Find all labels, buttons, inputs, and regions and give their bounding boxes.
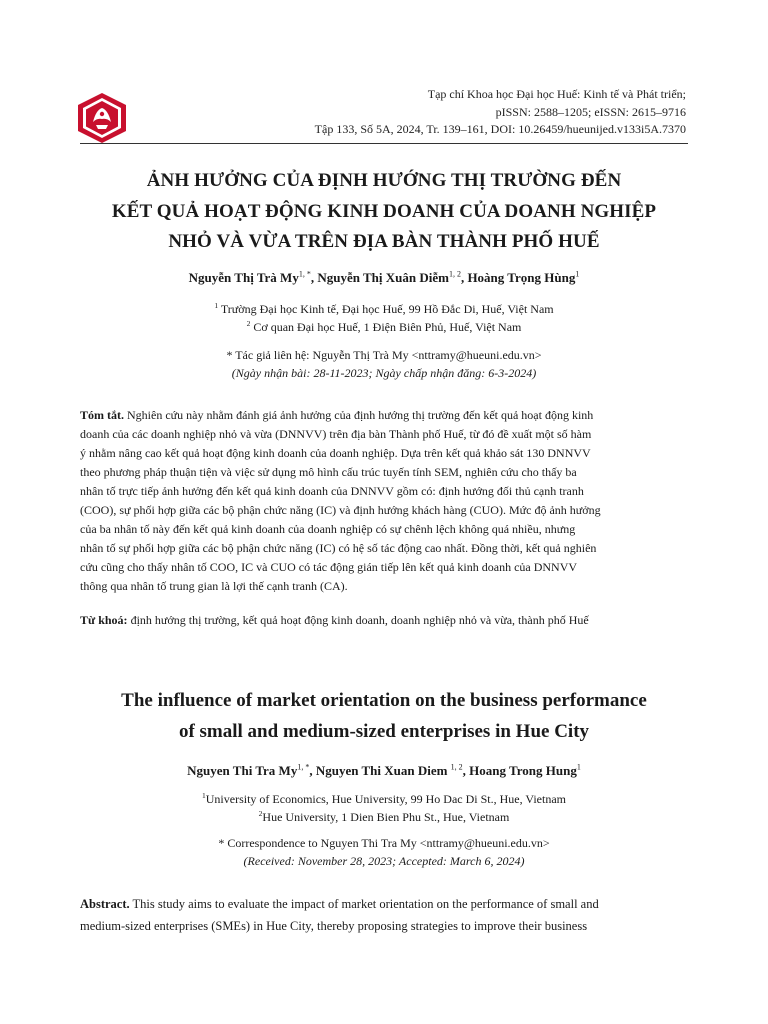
authors-english: Nguyen Thi Tra $My^{1, *}$, Nguyen Thi Xuan Diem $^{1, 2}$, Hoang Trong Hung$^1$ [187, 762, 581, 778]
affil-number: 1 [214, 301, 219, 310]
affiliation-text: Hue University, 1 Dien Bien Phu St., Hue, Vietnam [262, 810, 510, 824]
affil-number: 2 [258, 809, 263, 818]
affiliation [40, 808, 728, 826]
author-affil-mark: 1, * [297, 762, 310, 772]
affiliation [40, 318, 728, 336]
author-affil-mark: 1, 2 [448, 269, 461, 279]
title-line: The influence of market orientation on the business performance [121, 690, 647, 711]
title-line: of small and medium-sized enterprises in Hue City [178, 720, 590, 742]
affiliation-text: Trường Đại học Kinh tế, Đại học Huế, 99 Hồ Đắc Di, Huế, Việt Nam [220, 302, 554, 316]
author-name: Nguyen Thi Xuan Diem [315, 763, 448, 778]
affiliation [40, 300, 728, 318]
journal-issn: pISSN: 2588–1205; eISSN: 2615–9716 [495, 104, 686, 119]
keywords-text: định hướng thị trường, kết quả hoạt động kinh doanh, doanh nghiệp nhỏ và vừa, thành phố Huế [130, 613, 589, 627]
journal-meta [315, 86, 686, 139]
article-dates: (Ngày nhận bài: 28-11-2023; Ngày chấp nhận đăng: 6-3-2024) [231, 366, 537, 380]
abstract-line: ý nhằm nâng cao kết quả hoạt động kinh doanh của doanh nghiệp. Dựa trên kết quả khảo sát 130 DNNVV [80, 446, 591, 460]
abstract-english [80, 894, 686, 937]
corresponding-author: * Correspondence to Nguyen Thi Tra My <nttramy@hueuni.edu.vn> [218, 836, 550, 850]
author-affil-mark: 1, * [298, 269, 311, 279]
abstract-line: Nghiên cứu này nhằm đánh giá ảnh hưởng của định hướng thị trường đến kết quả hoạt động kinh [127, 408, 594, 422]
author-name: Hoàng Trọng Hùng [467, 270, 576, 285]
university-seal-icon [76, 92, 128, 144]
abstract-line: của ba nhân tố này đến kết quả kinh doanh của doanh nghiệp có sự chênh lệch không quá nhiều, nhưng [80, 522, 576, 536]
affiliation-text: University of Economics, Hue University, 99 Ho Dac Di St., Hue, Vietnam [205, 792, 566, 806]
affil-number: 1 [202, 791, 206, 800]
author-name: Nguyen Thi Tra My [187, 763, 298, 778]
title-line: ẢNH HƯỞNG CỦA ĐỊNH HƯỚNG THỊ TRƯỜNG ĐẾN [146, 170, 622, 191]
correspondence-english [40, 834, 728, 870]
affiliation [40, 790, 728, 808]
abstract-line: This study aims to evaluate the impact of market orientation on the performance of small and [132, 897, 599, 911]
abstract-line: theo phương pháp thuận tiện và việc sử dụng mô hình cấu trúc tuyến tính SEM, nghiên cứu cho thấy ba [80, 465, 577, 479]
author-affil-mark: 1 [576, 762, 581, 772]
article-dates: (Received: November 28, 2023; Accepted: March 6, 2024) [243, 854, 525, 868]
abstract-vietnamese [80, 406, 686, 596]
abstract-line: doanh của các doanh nghiệp nhỏ và vừa (DNNVV) trên địa bàn Thành phố Huế, từ đó đề xuất một số hàm [80, 427, 592, 441]
title-line: NHỎ VÀ VỪA TRÊN ĐỊA BÀN THÀNH PHỐ HUẾ [168, 231, 600, 252]
journal-name: Tạp chí Khoa học Đại học Huế: Kinh tế và Phát triển; [427, 87, 686, 101]
abstract-line: nhân tố trực tiếp ảnh hưởng đến kết quả kinh doanh của DNNVV gồm có: định hướng đối thủ cạnh tranh [80, 484, 584, 498]
authors-vietnamese: Nguyễn Thị Trà $My^{1, *}$, Nguyễn Thị Xuân Diễm$^{1, 2}$, Hoàng Trọng Hùng$^1$ [188, 269, 580, 285]
abstract-label: Tóm tắt. [80, 408, 124, 422]
header-divider [80, 143, 688, 144]
corresponding-author: * Tác giả liên hệ: Nguyễn Thị Trà My <nttramy@hueuni.edu.vn> [226, 348, 542, 362]
title-english [40, 686, 728, 747]
abstract-line: cứu cũng cho thấy nhân tố COO, IC và CUO có tác động gián tiếp lên kết quả kinh doanh của DNNVV [80, 560, 578, 574]
affiliations-vietnamese [40, 300, 728, 336]
author-name: Nguyễn Thị Trà My [188, 270, 299, 285]
abstract-line: thông qua nhân tố trung gian là lợi thế cạnh tranh (CA). [80, 579, 348, 593]
affiliation-text: Cơ quan Đại học Huế, 1 Điện Biên Phủ, Huế, Việt Nam [253, 320, 522, 334]
author-name: Nguyễn Thị Xuân Diễm [317, 270, 449, 285]
affil-number: 2 [246, 319, 251, 328]
keywords-vietnamese [80, 611, 708, 630]
abstract-line: nhân tố sự phối hợp giữa các bộ phận chức năng (IC) có hệ số tác động cao nhất. Đồng thời, kết quả nghiên [80, 541, 597, 555]
abstract-line: (COO), sự phối hợp giữa các bộ phận chức năng (IC) và định hướng khách hàng (CUO). Mức độ ảnh hưởng [80, 503, 601, 517]
correspondence-vietnamese [40, 346, 728, 382]
affiliations-english [40, 790, 728, 826]
title-vietnamese [60, 166, 708, 258]
abstract-label: Abstract. [80, 897, 130, 911]
keywords-label: Từ khoá: [80, 613, 128, 627]
author-affil-mark: 1 [575, 269, 580, 279]
title-line: KẾT QUẢ HOẠT ĐỘNG KINH DOANH CỦA DOANH NGHIỆP [111, 200, 657, 222]
abstract-line: medium-sized enterprises (SMEs) in Hue City, thereby proposing strategies to improve their business [80, 918, 588, 933]
author-affil-mark: 1, 2 [450, 762, 463, 772]
author-name: Hoang Trong Hung [469, 763, 577, 778]
journal-volume-doi: Tập 133, Số 5A, 2024, Tr. 139–161, DOI: 10.26459/hueunijed.v133i5A.7370 [314, 122, 686, 136]
